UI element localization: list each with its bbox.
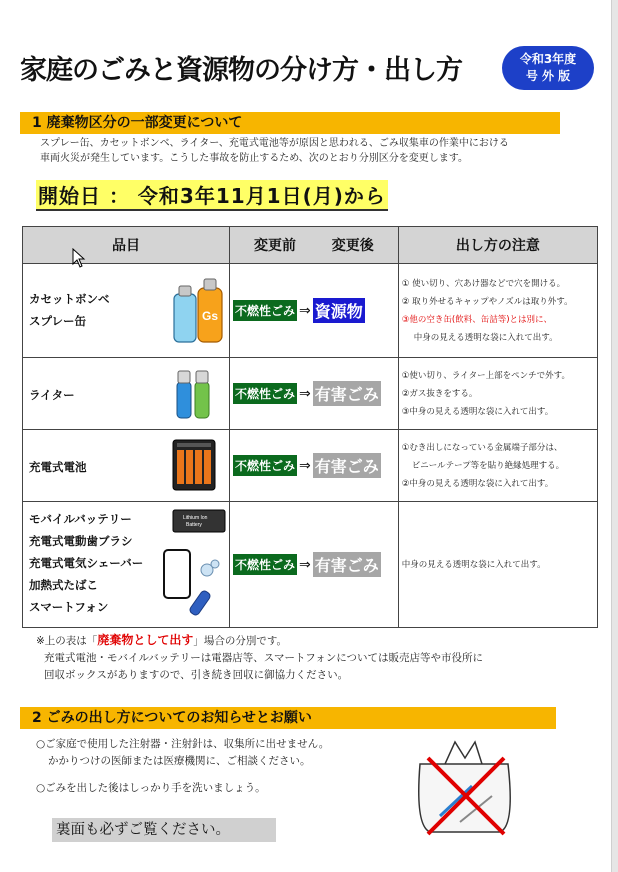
before-category: 不燃性ごみ [233, 554, 297, 575]
item-name: 充電式電動歯ブラシ [29, 534, 133, 548]
note-line: 中身の見える透明な袋に入れて出す。 [413, 332, 558, 343]
note-line: ②ガス抜きをする。 [401, 388, 478, 399]
note-line: ① 使い切り、穴あけ器などで穴を開ける。 [401, 278, 566, 289]
note-line: ③中身の見える透明な袋に入れて出す。 [401, 406, 554, 417]
footnote-suffix: 」場合の分別です。 [193, 635, 287, 647]
section2-line3: ○ごみを出した後はしっかり手を洗いましょう。 [36, 782, 266, 794]
note-line: ②中身の見える透明な袋に入れて出す。 [401, 478, 554, 489]
item-name: 充電式電池 [29, 460, 87, 474]
section1-text [40, 136, 509, 166]
item-name: 充電式電気シェーバー [29, 556, 144, 570]
item-cell [23, 358, 230, 430]
arrow: ⇒ [298, 302, 311, 319]
item-name: スプレー缶 [29, 314, 87, 328]
table-row [23, 430, 598, 502]
table-row [23, 358, 598, 430]
footnote-line2: 充電式電池・モバイルバッテリーは電器店等、スマートフォンについては販売店等や市役所に [44, 652, 484, 664]
section1-line2: 車両火災が発生しています。こうした事故を防止するため、次のとおり分別区分を変更します。 [40, 153, 468, 164]
header-after: 変更後 [331, 238, 374, 254]
item-name: モバイルバッテリー [29, 512, 132, 526]
arrow: ⇒ [298, 385, 311, 402]
spray-label: Gs [202, 309, 219, 323]
after-category: 有害ごみ [313, 552, 381, 577]
section1-line1: スプレー缶、カセットボンベ、ライター、充電式電池等が原因と思われる、ごみ収集車の作業中における [40, 138, 509, 149]
mouse-cursor-icon [72, 248, 86, 268]
section2-text [36, 736, 329, 797]
before-category: 不燃性ごみ [233, 383, 297, 404]
header-change [229, 227, 398, 264]
battery-label: Lithium Ion [183, 515, 208, 521]
battery-charger-icon [171, 438, 219, 492]
section2-line2: かかりつけの医師または医療機関に、ご相談ください。 [48, 755, 311, 767]
header-before: 変更前 [253, 238, 296, 254]
footnote-emphasis: 廃棄物として出す [97, 633, 194, 647]
arrow: ⇒ [298, 457, 311, 474]
lighter-icon [173, 368, 217, 420]
after-category: 有害ごみ [313, 453, 381, 478]
notes-cell [398, 430, 597, 502]
note-line: ①むき出しになっている金属端子部分は、 [401, 442, 563, 453]
item-cell [23, 502, 230, 628]
table-header-row [23, 227, 598, 264]
note-line: ② 取り外せるキャップやノズルは取り外す。 [401, 296, 573, 307]
battery-label: Battery [186, 522, 202, 528]
change-cell [229, 502, 398, 628]
footnote [36, 632, 483, 684]
change-cell [229, 430, 398, 502]
arrow: ⇒ [298, 556, 311, 573]
spray-can-icon [171, 276, 227, 346]
item-name: カセットボンベ [29, 292, 110, 306]
item-name: スマートフォン [29, 600, 109, 614]
note-line: 中身の見える透明な袋に入れて出す。 [401, 559, 546, 570]
no-needles-icon [400, 736, 530, 836]
badge-year: 令和3年度 [519, 52, 577, 66]
header-item: 品目 [23, 227, 230, 264]
notes-cell [398, 502, 597, 628]
item-cell [23, 430, 230, 502]
section1-heading: 1 廃棄物区分の一部変更について [20, 112, 560, 134]
note-line: ビニールテープ等を貼り絶縁処理する。 [411, 460, 565, 471]
section2-line1: ○ご家庭で使用した注射器・注射針は、収集所に出せません。 [36, 738, 330, 750]
footnote-line1 [36, 632, 483, 650]
footnote-line3: 回収ボックスがありますので、引き続き回収に御協力ください。 [44, 669, 349, 681]
change-cell [229, 358, 398, 430]
table-row [23, 264, 598, 358]
item-name: ライター [29, 388, 75, 402]
before-category: 不燃性ごみ [233, 300, 297, 321]
footnote-prefix: ※上の表は「 [36, 635, 98, 647]
classification-table [22, 226, 598, 628]
item-cell [23, 264, 230, 358]
page-title: 家庭のごみと資源物の分け方・出し方 [20, 55, 462, 86]
badge-edition: 号 外 版 [525, 69, 571, 83]
notes-cell [398, 264, 597, 358]
change-cell [229, 264, 398, 358]
before-category: 不燃性ごみ [233, 455, 297, 476]
note-line-warning: ③他の空き缶(飲料、缶詰等)とは別に、 [401, 314, 553, 325]
notes-cell [398, 358, 597, 430]
after-category: 有害ごみ [313, 381, 381, 406]
after-category: 資源物 [313, 298, 365, 323]
page-edge [611, 0, 618, 872]
section2-heading: 2 ごみの出し方についてのお知らせとお願い [20, 707, 556, 729]
back-page-notice: 裏面も必ずご覧ください。 [52, 818, 276, 842]
header-notes: 出し方の注意 [398, 227, 597, 264]
table-row [23, 502, 598, 628]
item-name: 加熱式たばこ [29, 578, 98, 592]
start-date: 開始日 ： 令和3年11月1日(月)から [36, 180, 388, 211]
edition-badge [502, 46, 594, 90]
mobile-devices-icon [161, 508, 229, 622]
note-line: ①使い切り、ライター上部をペンチで外す。 [401, 370, 570, 381]
